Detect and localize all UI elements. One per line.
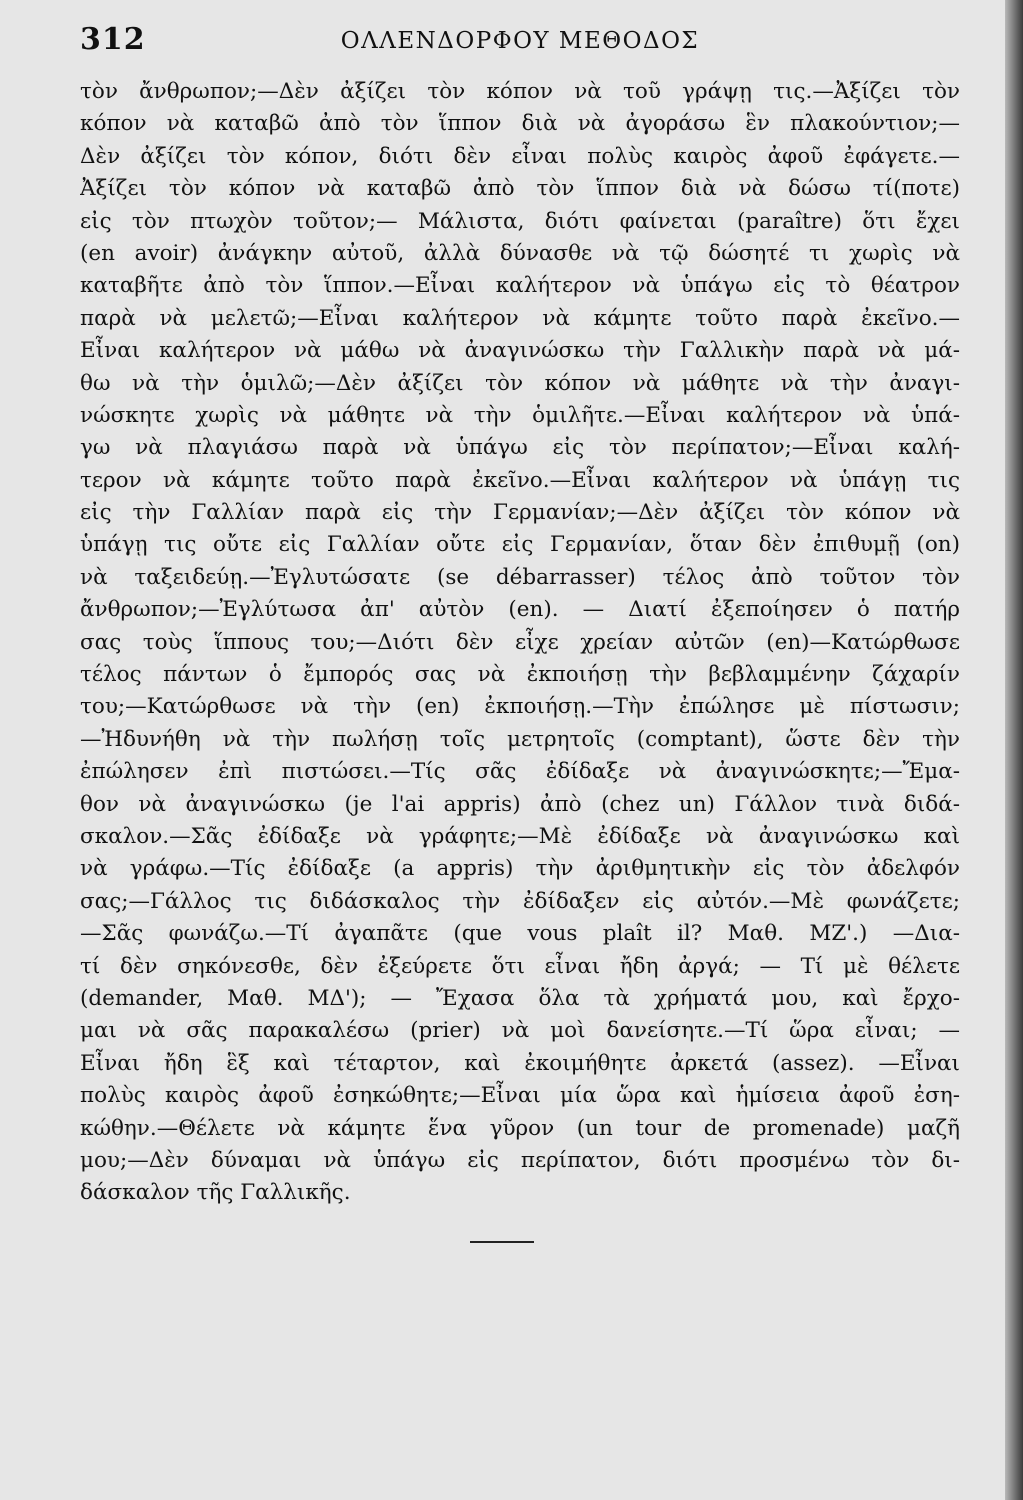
text-line: θον νὰ ἀναγινώσκω (je l'ai appris) ἀπὸ (chez un) Γάλλον τινὰ διδά-: [80, 791, 960, 817]
running-title: ΟΛΛΕΝΔΟΡΦΟΥ ΜΕΘΟΔΟΣ: [340, 28, 700, 54]
text-line: μαι νὰ σᾶς παρακαλέσω (prier) νὰ μοὶ δανείσητε.—Τί ὥρα εἶναι; —: [80, 1018, 960, 1044]
text-line: εἰς τὸν πτωχὸν τοῦτον;— Μάλιστα, διότι φαίνεται (paraître) ὅτι ἔχει: [80, 208, 960, 234]
text-line: τὸν ἄνθρωπον;—Δὲν ἀξίζει τὸν κόπον νὰ τοῦ γράψῃ τις.—Ἀξίζει τὸν: [80, 79, 960, 104]
page-number: 312: [80, 22, 146, 57]
text-line: (en avoir) ἀνάγκην αὐτοῦ, ἀλλὰ δύνασθε νὰ τῷ δώσητέ τι χωρὶς νὰ: [80, 240, 960, 266]
text-line: θω νὰ τὴν ὁμιλῶ;—Δὲν ἀξίζει τὸν κόπον νὰ μάθητε νὰ τὴν ἀναγι-: [80, 370, 960, 396]
text-line: Εἶναι ἤδη ἓξ καὶ τέταρτον, καὶ ἐκοιμήθητε ἀρκετά (assez). —Εἶναι: [80, 1050, 960, 1076]
text-line: σας τοὺς ἵππους του;—Διότι δὲν εἶχε χρείαν αὐτῶν (en)—Κατώρθωσε: [80, 629, 960, 655]
text-line: —Ἠδυνήθη νὰ τὴν πωλήσῃ τοῖς μετρητοῖς (comptant), ὥστε δὲν τὴν: [80, 726, 960, 752]
text-line: τερον νὰ κάμητε τοῦτο παρὰ ἐκεῖνο.—Εἶναι καλήτερον νὰ ὑπάγῃ τις: [80, 467, 960, 493]
text-line: μου;—Δὲν δύναμαι νὰ ὑπάγω εἰς περίπατον, διότι προσμένω τὸν δι-: [80, 1147, 960, 1173]
text-line: Δὲν ἀξίζει τὸν κόπον, διότι δὲν εἶναι πολὺς καιρὸς ἀφοῦ ἐφάγετε.—: [80, 143, 960, 169]
end-rule: [470, 1241, 534, 1243]
text-line: του;—Κατώρθωσε νὰ τὴν (en) ἐκποιήσῃ.—Τὴν ἐπώλησε μὲ πίστωσιν;: [80, 694, 960, 720]
text-line: τέλος πάντων ὁ ἔμπορός σας νὰ ἐκποιήσῃ τὴν βεβλαμμένην ζάχαρίν: [80, 662, 960, 688]
text-line: ἐπώλησεν ἐπὶ πιστώσει.—Τίς σᾶς ἐδίδαξε νὰ ἀναγινώσκητε;—Ἔμα-: [80, 759, 960, 785]
page-header: [80, 22, 960, 62]
text-line: κόπον νὰ καταβῶ ἀπὸ τὸν ἵππον διὰ νὰ ἀγοράσω ἓν πλακούντιον;—: [80, 111, 960, 137]
text-line: ἄνθρωπον;—Ἐγλύτωσα ἀπ' αὐτὸν (en). — Διατί ἐξεποίησεν ὁ πατήρ: [80, 597, 960, 623]
text-line-last: δάσκαλον τῆς Γαλλικῆς.: [80, 1180, 351, 1206]
text-line: καταβῆτε ἀπὸ τὸν ἵππον.—Εἶναι καλήτερον νὰ ὑπάγω εἰς τὸ θέατρον: [80, 273, 960, 299]
text-line: τί δὲν σηκόνεσθε, δὲν ἐξεύρετε ὅτι εἶναι ἤδη ἀργά; — Τί μὲ θέλετε: [80, 953, 960, 979]
text-line: κώθην.—Θέλετε νὰ κάμητε ἕνα γῦρον (un tour de promenade) μαζῆ: [80, 1115, 960, 1141]
text-line: γω νὰ πλαγιάσω παρὰ νὰ ὑπάγω εἰς τὸν περίπατον;—Εἶναι καλή-: [80, 435, 960, 461]
text-line: (demander, Μαθ. ΜΔ'); — Ἔχασα ὅλα τὰ χρήματά μου, καὶ ἔρχο-: [80, 985, 960, 1011]
text-line: νὰ ταξειδεύῃ.—Ἐγλυτώσατε (se débarrasser) τέλος ἀπὸ τοῦτον τὸν: [80, 564, 960, 590]
text-line: εἰς τὴν Γαλλίαν παρὰ εἰς τὴν Γερμανίαν;—Δὲν ἀξίζει τὸν κόπον νὰ: [80, 500, 960, 526]
text-line: ὑπάγῃ τις οὔτε εἰς Γαλλίαν οὔτε εἰς Γερμανίαν, ὅταν δὲν ἐπιθυμῇ (on): [80, 532, 960, 558]
text-line: Εἶναι καλήτερον νὰ μάθω νὰ ἀναγινώσκω τὴν Γαλλικὴν παρὰ νὰ μά-: [80, 338, 960, 364]
text-line: νώσκητε χωρὶς νὰ μάθητε νὰ τὴν ὁμιλῆτε.—Εἶναι καλήτερον νὰ ὑπά-: [80, 402, 960, 428]
text-line: παρὰ νὰ μελετῶ;—Εἶναι καλήτερον νὰ κάμητε τοῦτο παρὰ ἐκεῖνο.—: [80, 305, 960, 331]
text-line: πολὺς καιρὸς ἀφοῦ ἐσηκώθητε;—Εἶναι μία ὥρα καὶ ἡμίσεια ἀφοῦ ἐση-: [80, 1083, 960, 1109]
text-line: Ἀξίζει τὸν κόπον νὰ καταβῶ ἀπὸ τὸν ἵππον διὰ νὰ δώσω τί(ποτε): [80, 176, 960, 202]
text-line: σκαλον.—Σᾶς ἐδίδαξε νὰ γράφητε;—Μὲ ἐδίδαξε νὰ ἀναγινώσκω καὶ: [80, 823, 960, 849]
book-spine-shadow: [1005, 0, 1023, 1500]
text-line: νὰ γράφω.—Τίς ἐδίδαξε (a appris) τὴν ἀριθμητικὴν εἰς τὸν ἀδελφόν: [80, 856, 960, 882]
text-line: σας;—Γάλλος τις διδάσκαλος τὴν ἐδίδαξεν εἰς αὐτόν.—Μὲ φωνάζετε;: [80, 888, 960, 914]
text-line: —Σᾶς φωνάζω.—Τί ἀγαπᾶτε (que vous plaît il? Μαθ. ΜΖ'.) —Δια-: [80, 921, 960, 947]
body-text: [80, 76, 960, 1210]
